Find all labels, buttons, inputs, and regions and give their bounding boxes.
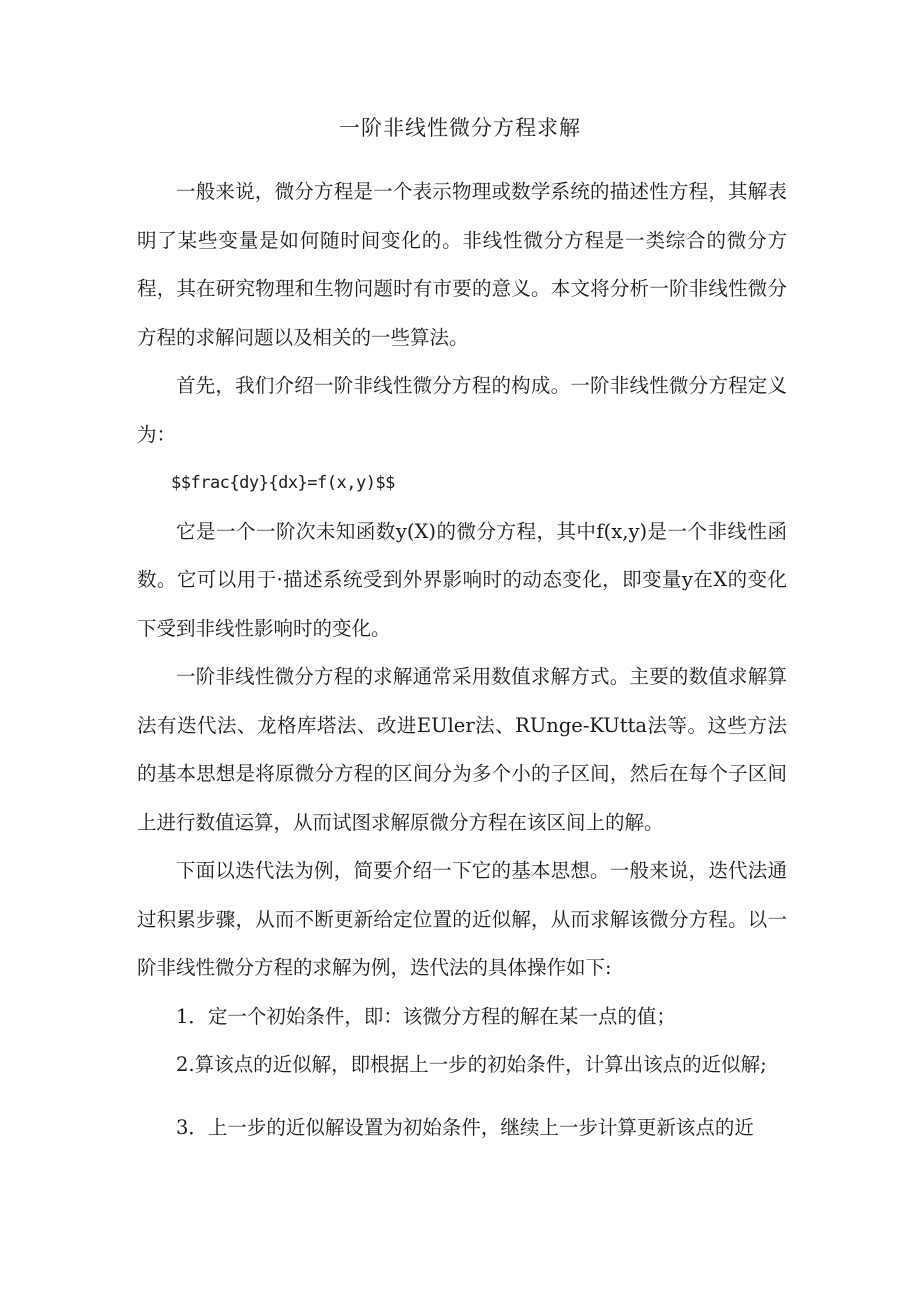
paragraph-intro: 一般来说，微分方程是一个表示物理或数学系统的描述性方程，其解表明了某些变量是如何随时间变化的。非线性微分方程是一类综合的微分方程，其在研究物理和生物问题时有市要的意义。本文将分析一阶非线性微分方程的求解问题以及相关的一些算法。 [137,180,787,349]
document-title: 一阶非线性微分方程求解 [339,116,581,140]
equation-formula: $$frac{dy}{dx}=f(x,y)$$ [171,473,395,493]
paragraph-explanation: 它是一个一阶次未知函数y(X)的微分方程，其中f(x,y)是一个非线性函数。它可以用于·描述系统受到外界影响时的动态变化，即变量y在X的变化下受到非线性影响时的变化。 [137,519,787,640]
document-body [137,168,787,1152]
step-item-1: 1．定一个初始条件，即：该微分方程的解在某一点的值； [176,1004,676,1028]
paragraph-definition: 首先，我们介绍一阶非线性微分方程的构成。一阶非线性微分方程定义为： [137,374,787,446]
step-item-3: 3．上一步的近似解设置为初始条件，继续上一步计算更新该点的近 [176,1115,754,1139]
paragraph-iteration-intro: 下面以迭代法为例，简要介绍一下它的基本思想。一般来说，迭代法通过积累步骤，从而不断更新给定位置的近似解，从而求解该微分方程。以一阶非线性微分方程的求解为例，迭代法的具体操作如下: [137,859,787,979]
step-item-2: 2.算该点的近似解，即根据上一步的初始条件，计算出该点的近似解; [176,1053,767,1076]
paragraph-numerical-methods: 一阶非线性微分方程的求解通常采用数值求解方式。主要的数值求解算法有迭代法、龙格库塔法、改进EUler法、RUnge-KUtta法等。这些方法的基本思想是将原微分方程的区间分为多个小的子区间，然后在每个子区间上进行数值运算，从而试图求解原微分方程在该区间上的解。 [137,665,787,834]
